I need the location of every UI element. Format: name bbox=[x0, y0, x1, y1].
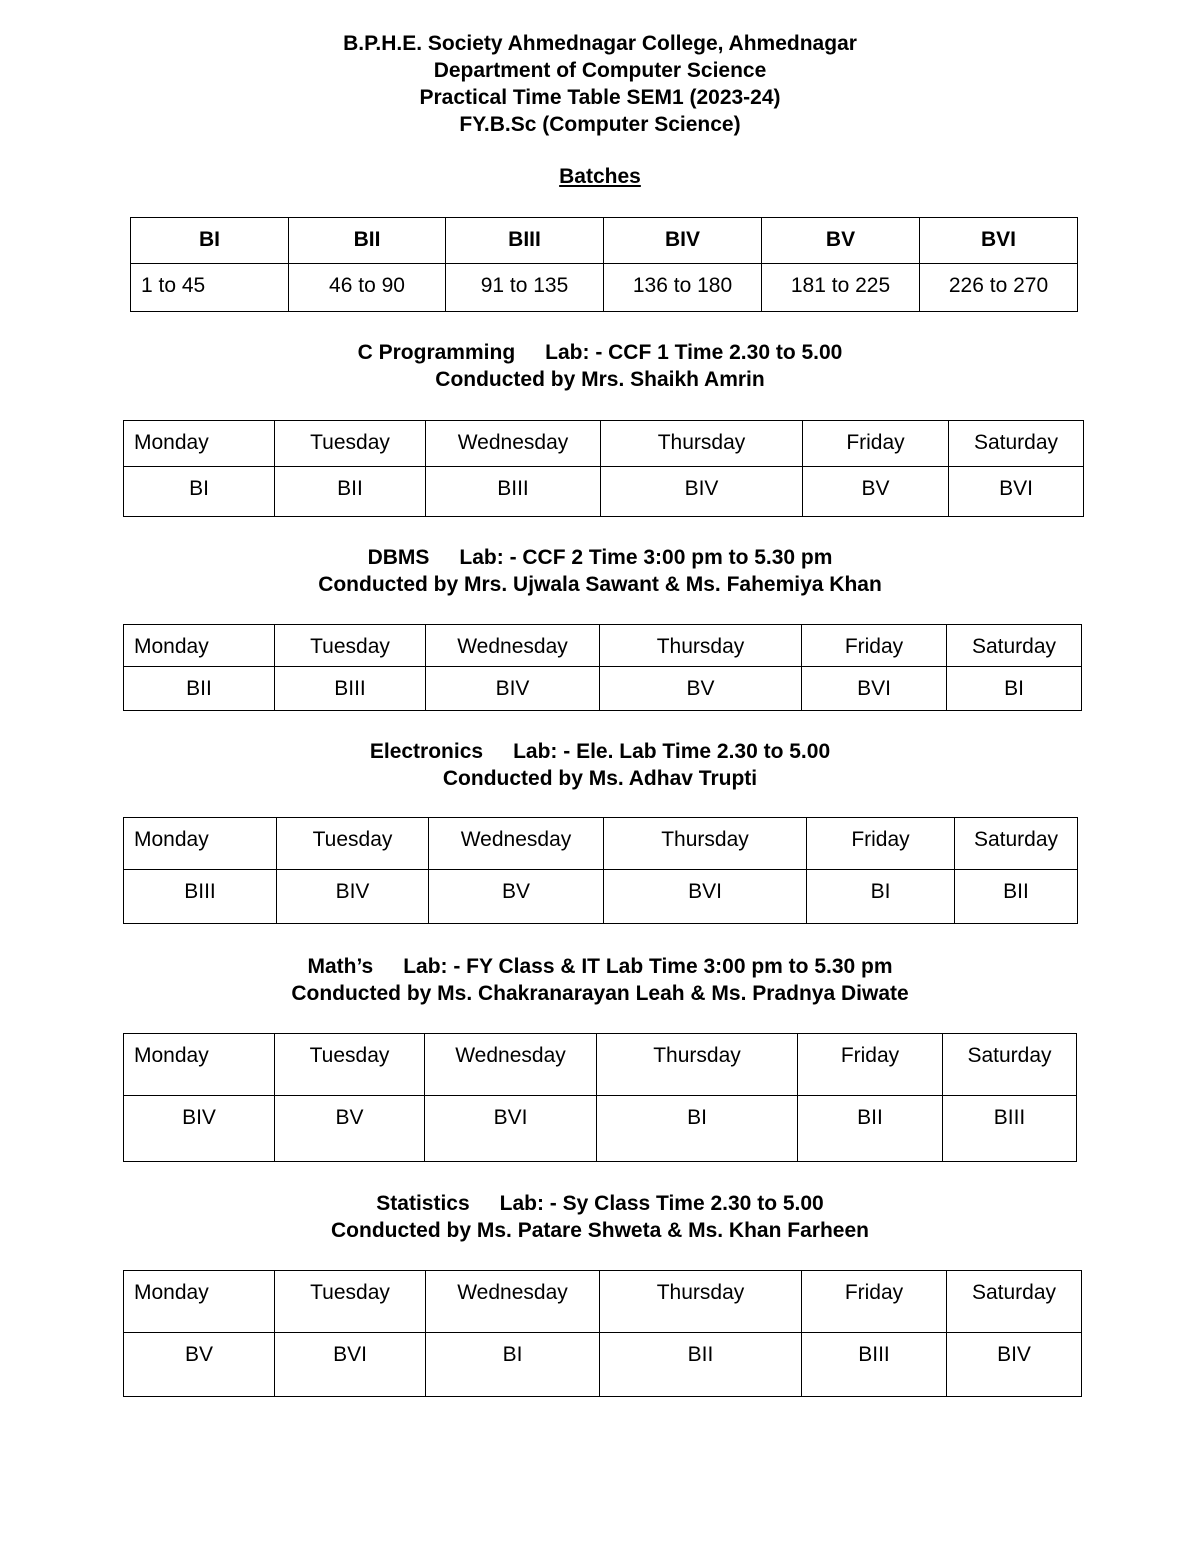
day-cell: Friday bbox=[802, 625, 947, 667]
batch-cell: BIII bbox=[943, 1096, 1077, 1162]
schedule-table-electronics bbox=[123, 817, 1078, 924]
section-title-dbms bbox=[0, 544, 1200, 598]
section-subject: C Programming bbox=[357, 341, 516, 364]
day-cell: Tuesday bbox=[275, 1034, 425, 1096]
day-cell: Wednesday bbox=[429, 818, 604, 870]
batch-range-cell: 226 to 270 bbox=[920, 264, 1078, 312]
day-row bbox=[124, 1034, 1077, 1096]
day-cell: Thursday bbox=[597, 1034, 798, 1096]
section-title-c-programming bbox=[0, 339, 1200, 393]
day-cell: Friday bbox=[802, 1271, 947, 1333]
day-cell: Saturday bbox=[943, 1034, 1077, 1096]
day-row bbox=[124, 818, 1078, 870]
day-row bbox=[124, 625, 1082, 667]
batch-assignment-row bbox=[124, 1096, 1077, 1162]
day-cell: Thursday bbox=[601, 421, 803, 467]
batch-cell: BI bbox=[124, 467, 275, 517]
batch-cell: BVI bbox=[604, 870, 807, 924]
day-cell: Monday bbox=[124, 818, 277, 870]
section-subject: Math’s bbox=[307, 955, 374, 978]
section-lab: Lab: - FY Class & IT Lab Time 3:00 pm to 5.30 pm bbox=[403, 955, 893, 978]
day-cell: Monday bbox=[124, 625, 275, 667]
batch-cell: BI bbox=[426, 1333, 600, 1397]
day-cell: Friday bbox=[807, 818, 955, 870]
schedule-table-maths bbox=[123, 1033, 1077, 1162]
day-cell: Tuesday bbox=[275, 421, 426, 467]
section-conducted-by: Conducted by Mrs. Shaikh Amrin bbox=[435, 368, 765, 391]
batch-cell: BII bbox=[124, 667, 275, 711]
day-cell: Tuesday bbox=[275, 1271, 426, 1333]
batch-cell: BVI bbox=[275, 1333, 426, 1397]
day-cell: Monday bbox=[124, 1034, 275, 1096]
batches-title: Batches bbox=[559, 165, 641, 188]
batch-cell: BV bbox=[429, 870, 604, 924]
class-name: FY.B.Sc (Computer Science) bbox=[459, 113, 741, 136]
batch-cell: BI bbox=[807, 870, 955, 924]
batch-cell: BV bbox=[275, 1096, 425, 1162]
day-cell: Saturday bbox=[949, 421, 1084, 467]
batch-cell: BIII bbox=[124, 870, 277, 924]
day-cell: Wednesday bbox=[425, 1034, 597, 1096]
batch-cell: BVI bbox=[949, 467, 1084, 517]
day-cell: Monday bbox=[124, 421, 275, 467]
section-lab: Lab: - Ele. Lab Time 2.30 to 5.00 bbox=[513, 740, 831, 763]
day-cell: Wednesday bbox=[426, 625, 600, 667]
batch-name-cell: BVI bbox=[920, 218, 1078, 264]
day-cell: Wednesday bbox=[426, 421, 601, 467]
batch-assignment-row bbox=[124, 667, 1082, 711]
batch-name-cell: BIV bbox=[604, 218, 762, 264]
batch-cell: BI bbox=[947, 667, 1082, 711]
college-name: B.P.H.E. Society Ahmednagar College, Ahmednagar bbox=[343, 32, 857, 55]
day-cell: Friday bbox=[798, 1034, 943, 1096]
batch-name-cell: BIII bbox=[446, 218, 604, 264]
section-title-statistics bbox=[0, 1190, 1200, 1244]
section-conducted-by: Conducted by Ms. Patare Shweta & Ms. Khan Farheen bbox=[331, 1219, 869, 1242]
batch-cell: BII bbox=[275, 467, 426, 517]
section-conducted-by: Conducted by Ms. Chakranarayan Leah & Ms. Pradnya Diwate bbox=[291, 982, 909, 1005]
batch-cell: BIII bbox=[802, 1333, 947, 1397]
section-lab: Lab: - CCF 2 Time 3:00 pm to 5.30 pm bbox=[459, 546, 833, 569]
batch-cell: BII bbox=[798, 1096, 943, 1162]
batch-cell: BV bbox=[600, 667, 802, 711]
day-cell: Wednesday bbox=[426, 1271, 600, 1333]
document-header bbox=[0, 30, 1200, 138]
batch-assignment-row bbox=[124, 467, 1084, 517]
day-cell: Saturday bbox=[955, 818, 1078, 870]
batch-cell: BI bbox=[597, 1096, 798, 1162]
batch-range-cell: 1 to 45 bbox=[131, 264, 289, 312]
batch-name-cell: BII bbox=[289, 218, 446, 264]
batch-range-row bbox=[131, 264, 1078, 312]
schedule-table-dbms bbox=[123, 624, 1082, 711]
batch-cell: BIII bbox=[275, 667, 426, 711]
section-conducted-by: Conducted by Mrs. Ujwala Sawant & Ms. Fahemiya Khan bbox=[318, 573, 882, 596]
day-cell: Saturday bbox=[947, 1271, 1082, 1333]
batch-cell: BIV bbox=[426, 667, 600, 711]
section-lab: Lab: - Sy Class Time 2.30 to 5.00 bbox=[499, 1192, 824, 1215]
section-lab: Lab: - CCF 1 Time 2.30 to 5.00 bbox=[545, 341, 843, 364]
batch-name-row bbox=[131, 218, 1078, 264]
batch-cell: BVI bbox=[425, 1096, 597, 1162]
section-subject: Statistics bbox=[376, 1192, 470, 1215]
batch-name-cell: BI bbox=[131, 218, 289, 264]
batch-cell: BIII bbox=[426, 467, 601, 517]
batch-cell: BV bbox=[124, 1333, 275, 1397]
section-subject: Electronics bbox=[369, 740, 484, 763]
schedule-table-statistics bbox=[123, 1270, 1082, 1397]
department-name: Department of Computer Science bbox=[433, 59, 767, 82]
section-title-electronics bbox=[0, 738, 1200, 792]
batch-assignment-row bbox=[124, 1333, 1082, 1397]
day-cell: Tuesday bbox=[277, 818, 429, 870]
batch-cell: BIV bbox=[124, 1096, 275, 1162]
day-cell: Monday bbox=[124, 1271, 275, 1333]
batch-cell: BVI bbox=[802, 667, 947, 711]
batch-cell: BV bbox=[803, 467, 949, 517]
section-title-maths bbox=[0, 953, 1200, 1007]
batch-name-cell: BV bbox=[762, 218, 920, 264]
batch-range-cell: 46 to 90 bbox=[289, 264, 446, 312]
batch-range-cell: 136 to 180 bbox=[604, 264, 762, 312]
batch-cell: BIV bbox=[947, 1333, 1082, 1397]
timetable-title: Practical Time Table SEM1 (2023-24) bbox=[419, 86, 781, 109]
batch-cell: BII bbox=[600, 1333, 802, 1397]
batch-range-cell: 91 to 135 bbox=[446, 264, 604, 312]
schedule-table-c-programming bbox=[123, 420, 1084, 517]
day-cell: Saturday bbox=[947, 625, 1082, 667]
day-cell: Thursday bbox=[600, 625, 802, 667]
batch-cell: BIV bbox=[601, 467, 803, 517]
day-cell: Thursday bbox=[604, 818, 807, 870]
batch-assignment-row bbox=[124, 870, 1078, 924]
day-cell: Tuesday bbox=[275, 625, 426, 667]
section-subject: DBMS bbox=[367, 546, 430, 569]
section-conducted-by: Conducted by Ms. Adhav Trupti bbox=[442, 767, 758, 790]
batch-range-cell: 181 to 225 bbox=[762, 264, 920, 312]
batch-cell: BII bbox=[955, 870, 1078, 924]
day-row bbox=[124, 421, 1084, 467]
batch-cell: BIV bbox=[277, 870, 429, 924]
day-cell: Friday bbox=[803, 421, 949, 467]
day-cell: Thursday bbox=[600, 1271, 802, 1333]
day-row bbox=[124, 1271, 1082, 1333]
batches-table bbox=[130, 217, 1078, 312]
